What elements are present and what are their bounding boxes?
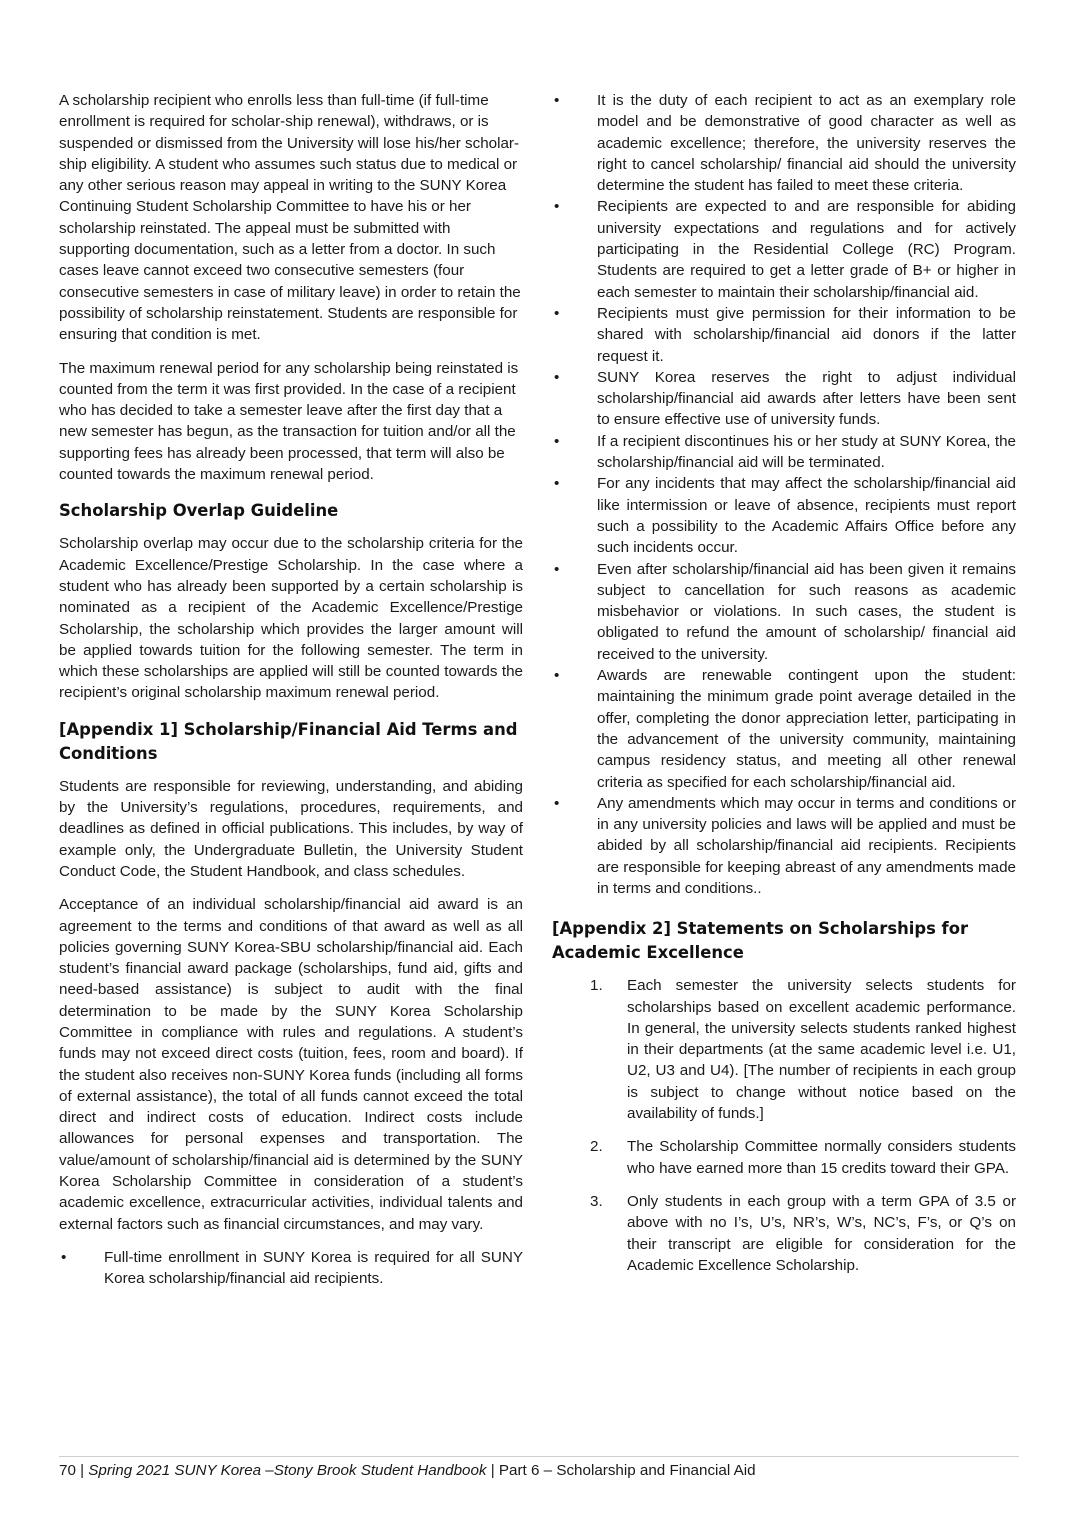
paragraph-reinstatement: A scholarship recipient who enrolls less than full-time (if full-time enrollment is required for scholar-ship renewal), withdraws, or is suspended or dismissed from the University will lose his/her scholar-ship eligibility. A student who assumes such status due to medical or any other serious reason may appeal in writing to the SUNY Korea Continuing Student Scholarship Committee to have his or her scholarship reinstated. The appeal must be submitted with supporting documentation, such as a letter from a doctor. In such cases leave cannot exceed two consecutive semesters (four consecutive semesters in case of military leave) in order to retain the possibility of scholarship reinstatement. Students are responsible for ensuring that condition is met. [59,92,521,344]
list-item [552,559,1016,665]
numbered-item-text: Each semester the university selects students for scholarships based on excellent academic performance. In general, the university selects students ranked highest in their departments (at the same academic level i.e. U1, U2, U3 and U4). [The number of recipients in each group is subject to change without notice based on the availability of funds.] [627,977,1016,1123]
list-item [552,367,1016,431]
page-number: 70 [59,1462,76,1479]
left-column [59,90,523,1290]
numbered-item [552,975,1016,1124]
right-column [552,90,1016,1288]
item-number: 3. [590,1192,603,1210]
bullet-icon: • [554,432,560,450]
right-bullet-list [552,90,1016,899]
list-item-text: It is the duty of each recipient to act as an exemplary role model and be demonstrative of good character as well as academic excellence; therefore, the university reserves the right to cancel scholarship/ financial aid should the university determine the student has failed to meet these criteria. [597,92,1016,195]
bullet-icon: • [554,560,560,578]
numbered-item [552,1136,1016,1179]
list-item-text: Recipients are expected to and are responsible for abiding university expectations and regulations and for actively participating in the Residential College (RC) Program. Students are required to get a letter grade of B+ or higher in each semester to maintain their scholarship/financial aid. [597,198,1016,301]
heading-appendix-1: [Appendix 1] Scholarship/Financial Aid Terms and Conditions [59,719,518,763]
bullet-icon: • [554,92,560,109]
paragraph-renewal-period: The maximum renewal period for any scholarship being reinstated is counted from the term it was first provided. In the case of a recipient who has decided to take a semester leave after the first day that a new semester has begun, as the transaction for tuition and/or all the supporting fees has already been processed, that term will also be counted towards the maximum renewal period. [59,359,519,484]
list-item [552,793,1016,899]
numbered-item-text: The Scholarship Committee normally considers students who have earned more than 15 credits toward their GPA. [627,1138,1016,1177]
paragraph-acceptance: Acceptance of an individual scholarship/financial aid award is an agreement to the terms and conditions of that award as well as all policies governing SUNY Korea-SBU scholarship/financial aid. Each student’s financial award package (scholarships, fund aid, gifts and need-based assistance) is subject to audit with the final determination to be made by the SUNY Korea Scholarship Committee in compliance with rules and regulations. A student’s funds may not exceed direct costs (tuition, fees, room and board). If the student also receives non-SUNY Korea funds (including all forms of external assistance), the total of all funds cannot exceed the total direct and indirect costs of education. Indirect costs include allowances for personal expenses and transportation. The value/amount of scholarship/financial aid is determined by the SUNY Korea Scholarship Committee in consideration of a student’s academic excellence, extracurricular activities, individual talents and external factors such as financial circumstances, and may vary. [59,896,523,1233]
paragraph-overlap: Scholarship overlap may occur due to the scholarship criteria for the Academic Excellence/Prestige Scholarship. In the case where a student who has already been supported by a certain scholarship is nominated as a recipient of the Academic Excellence/Prestige Scholarship, the scholarship which provides the larger amount will be applied towards tuition for the following semester. The term in which these scholarships are applied will still be counted towards the recipient’s original scholarship maximum renewal period. [59,535,523,702]
page-footer [59,1460,756,1482]
numbered-list [552,975,1016,1276]
list-item [552,196,1016,302]
list-item-text: Even after scholarship/financial aid has been given it remains subject to cancellation for such reasons as academic misbehavior or violations. In such cases, the student is obligated to refund the amount of scholarship/ financial aid received to the university. [597,560,1016,663]
list-item [552,665,1016,793]
bullet-icon: • [554,475,560,493]
list-item-text: Any amendments which may occur in terms and conditions or in any university policies and laws will be applied and must be abided by all scholarship/financial aid recipients. Recipients are responsible for keeping abreast of any amendments made in terms and conditions.. [597,794,1016,897]
bullet-icon: • [554,667,560,685]
list-item-text: Awards are renewable contingent upon the student: maintaining the minimum grade point average detailed in the offer, completing the donor appreciation letter, participating in the advancement of the university community, maintaining campus residency status, and meeting all other renewal criteria as specified for each scholarship/financial aid. [597,667,1016,791]
heading-overlap-guideline: Scholarship Overlap Guideline [59,501,339,521]
item-number: 1. [590,977,603,995]
left-bullet-list [59,1247,523,1290]
section-title: Part 6 – Scholarship and Financial Aid [498,1462,756,1479]
numbered-item-text: Only students in each group with a term GPA of 3.5 or above with no I’s, U’s, NR’s, W’s, NC’s, F’s, or Q’s on their transcript are eligible for consideration for the Academic Excellence Scholarship. [627,1192,1016,1274]
list-item-text: Full-time enrollment in SUNY Korea is required for all SUNY Korea scholarship/financial aid recipients. [104,1248,523,1288]
list-item-text: SUNY Korea reserves the right to adjust individual scholarship/financial aid awards after letters have been sent to ensure effective use of university funds. [597,368,1016,429]
bullet-icon: • [554,368,560,386]
item-number: 2. [590,1138,603,1156]
list-item-text: If a recipient discontinues his or her study at SUNY Korea, the scholarship/financial aid will be terminated. [597,432,1016,472]
bullet-icon: • [61,1248,67,1266]
list-item [552,303,1016,367]
handbook-title: Spring 2021 SUNY Korea –Stony Brook Student Handbook [88,1462,487,1479]
footer-separator: | [486,1462,499,1479]
list-item-text: Recipients must give permission for their information to be shared with scholarship/financial aid donors if the latter request it. [597,304,1016,365]
heading-appendix-2: [Appendix 2] Statements on Scholarships for Academic Excellence [552,919,969,963]
list-item [552,473,1016,558]
list-item [552,431,1016,474]
numbered-item [552,1191,1016,1276]
bullet-icon: • [554,794,560,812]
footer-separator: | [75,1462,89,1479]
bullet-icon: • [554,198,560,216]
list-item-text: For any incidents that may affect the scholarship/financial aid like intermission or leave of absence, recipients must report such a possibility to the Academic Affairs Office before any such incidents occur. [597,475,1016,557]
list-item [552,90,1016,196]
footer-divider [59,1456,1019,1457]
paragraph-responsibility: Students are responsible for reviewing, understanding, and abiding by the University’s regulations, procedures, requirements, and deadlines as defined in official publications. This includes, by way of example only, the Undergraduate Bulletin, the University Student Conduct Code, the Student Handbook, and class schedules. [59,777,523,880]
bullet-icon: • [554,304,560,322]
list-item [59,1247,523,1290]
